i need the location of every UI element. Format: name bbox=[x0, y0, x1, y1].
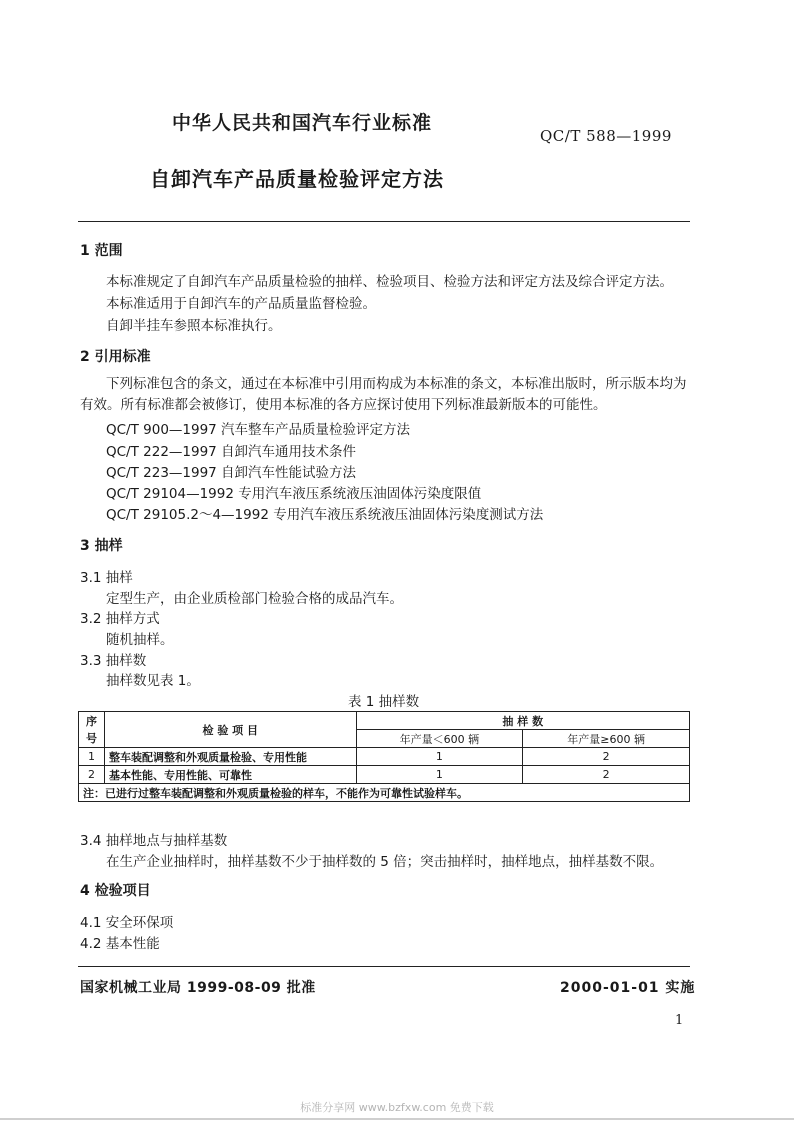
section-1-para-3: 自卸半挂车参照本标准执行。 bbox=[106, 318, 282, 334]
section-2-para: 下列标准包含的条文，通过在本标准中引用而构成为本标准的条文，本标准出版时，所示版本均为有效。所有标准都会被修订，使用本标准的各方应探讨使用下列标准最新版本的可能性。 bbox=[80, 376, 687, 413]
scan-edge bbox=[0, 1118, 794, 1120]
effective-date: 2000-01-01 实施 bbox=[560, 980, 696, 996]
table-cell-item: 基本性能、专用性能、可靠性 bbox=[104, 766, 356, 784]
section-1-heading: 1 范围 bbox=[80, 243, 123, 259]
reference-item: QC/T 223—1997 自卸汽车性能试验方法 bbox=[106, 465, 357, 481]
sampling-table bbox=[78, 711, 690, 802]
section-4-2-heading: 4.2 基本性能 bbox=[80, 936, 160, 952]
table-cell-no: 2 bbox=[79, 766, 105, 784]
section-3-4-text: 在生产企业抽样时，抽样基数不少于抽样数的 5 倍；突击抽样时，抽样地点，抽样基数不限。 bbox=[106, 854, 664, 870]
reference-item: QC/T 29104—1992 专用汽车液压系统液压油固体污染度限值 bbox=[106, 486, 482, 502]
section-3-1-heading: 3.1 抽样 bbox=[80, 570, 133, 586]
table-cell-b: 2 bbox=[523, 766, 690, 784]
table-header-col-b: 年产量≥600 辆 bbox=[523, 730, 690, 748]
table-row bbox=[79, 748, 690, 766]
reference-item: QC/T 900—1997 汽车整车产品质量检验评定方法 bbox=[106, 422, 411, 438]
standard-code: QC/T 588—1999 bbox=[540, 127, 672, 145]
standard-org-title: 中华人民共和国汽车行业标准 bbox=[172, 112, 433, 134]
section-3-3-heading: 3.3 抽样数 bbox=[80, 653, 147, 669]
section-1-para-1: 本标准规定了自卸汽车产品质量检验的抽样、检验项目、检验方法和评定方法及综合评定方法。 bbox=[106, 274, 673, 290]
section-4-1-heading: 4.1 安全环保项 bbox=[80, 915, 174, 931]
document-title: 自卸汽车产品质量检验评定方法 bbox=[150, 167, 444, 191]
section-3-heading: 3 抽样 bbox=[80, 538, 123, 554]
table-header-col-a: 年产量＜600 辆 bbox=[356, 730, 523, 748]
table-row bbox=[79, 766, 690, 784]
approval-line: 国家机械工业局 1999-08-09 批准 bbox=[80, 980, 316, 996]
section-3-2-heading: 3.2 抽样方式 bbox=[80, 611, 160, 627]
table-header-no-2: 号 bbox=[79, 730, 105, 748]
reference-item: QC/T 222—1997 自卸汽车通用技术条件 bbox=[106, 444, 357, 460]
page-number: 1 bbox=[675, 1013, 684, 1028]
site-watermark: 标准分享网 www.bzfxw.com 免费下载 bbox=[300, 1101, 494, 1114]
table-note: 注：已进行过整车装配调整和外观质量检验的样车，不能作为可靠性试验样车。 bbox=[79, 784, 690, 802]
section-3-3-text: 抽样数见表 1。 bbox=[106, 673, 200, 689]
table-cell-no: 1 bbox=[79, 748, 105, 766]
section-1-para-2: 本标准适用于自卸汽车的产品质量监督检验。 bbox=[106, 296, 376, 312]
section-3-4-heading: 3.4 抽样地点与抽样基数 bbox=[80, 833, 228, 849]
section-2-heading: 2 引用标准 bbox=[80, 349, 151, 365]
footer-divider bbox=[78, 966, 690, 967]
table-cell-item: 整车装配调整和外观质量检验、专用性能 bbox=[104, 748, 356, 766]
table-header-count: 抽 样 数 bbox=[356, 712, 689, 730]
table-cell-a: 1 bbox=[356, 766, 523, 784]
section-3-2-text: 随机抽样。 bbox=[106, 632, 174, 648]
table-1-caption: 表 1 抽样数 bbox=[348, 694, 420, 710]
section-4-heading: 4 检验项目 bbox=[80, 883, 151, 899]
section-3-1-text: 定型生产，由企业质检部门检验合格的成品汽车。 bbox=[106, 591, 403, 607]
table-header-item: 检 验 项 目 bbox=[104, 712, 356, 748]
table-header-no: 序 bbox=[79, 712, 105, 730]
header-divider bbox=[78, 221, 690, 222]
table-cell-b: 2 bbox=[523, 748, 690, 766]
reference-item: QC/T 29105.2～4—1992 专用汽车液压系统液压油固体污染度测试方法 bbox=[106, 507, 544, 523]
table-cell-a: 1 bbox=[356, 748, 523, 766]
